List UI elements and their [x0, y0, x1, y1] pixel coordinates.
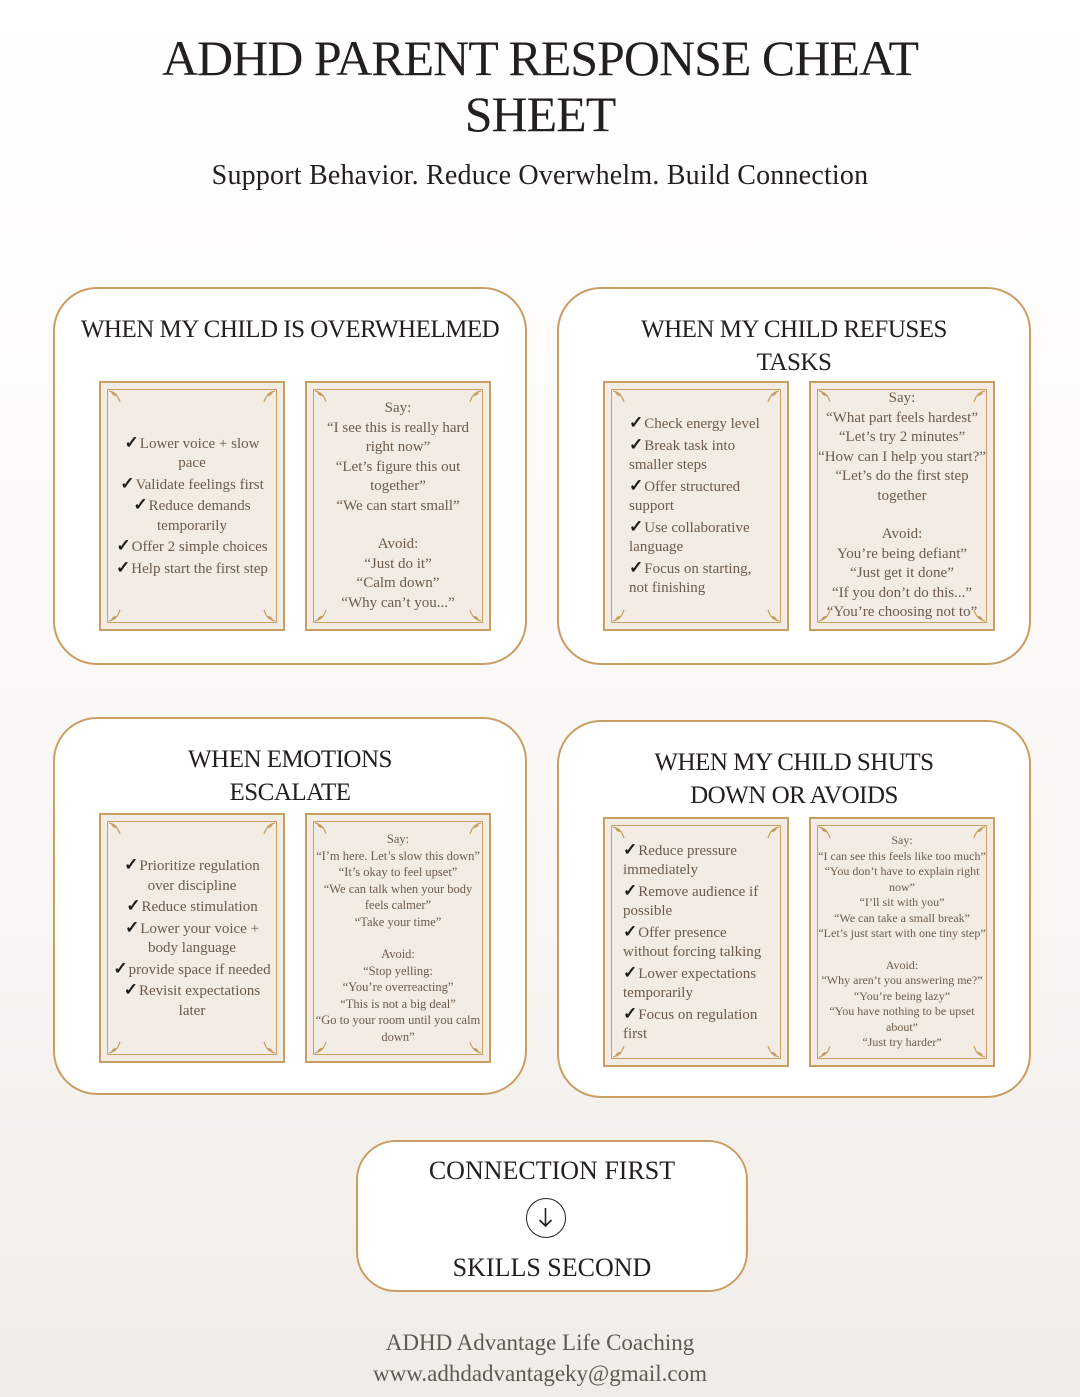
corner-ornament-icon [468, 390, 482, 404]
say-phrase: “I’m here. Let’s slow this down” [316, 848, 480, 863]
corner-ornament-icon [468, 822, 482, 836]
avoid-phrase: “Go to your room until you calm down” [315, 1013, 481, 1044]
actions-card [99, 381, 285, 631]
corner-ornament-icon [262, 608, 276, 622]
say-label: Say: [891, 833, 913, 848]
action-item: ✓Break task into smaller steps [629, 434, 736, 474]
footer-brand: ADHD Advantage Life Coaching [385, 1330, 695, 1355]
avoid-label: Avoid: [377, 536, 419, 552]
corner-ornament-icon [612, 826, 626, 840]
checkmark-icon: ✓ [124, 432, 139, 452]
corner-ornament-icon [468, 608, 482, 622]
section-refuses-tasks [557, 287, 1031, 665]
actions-card [603, 817, 789, 1067]
say-phrase: “Let’s try 2 minutes” [838, 429, 966, 446]
action-item: ✓Lower voice + slow pace [124, 432, 260, 472]
corner-ornament-icon [972, 390, 986, 404]
say-phrase: “I can see this feels like too much” [818, 848, 986, 863]
say-avoid-card [305, 381, 491, 631]
checkmark-icon: ✓ [623, 880, 638, 900]
say-phrase: “Take your time” [354, 914, 442, 929]
avoid-phrase: “Why aren’t you answering me?” [821, 973, 983, 988]
section-title: WHEN MY CHILD SHUTS DOWN OR AVOIDS [654, 749, 934, 809]
checkmark-icon: ✓ [120, 473, 135, 493]
say-phrase: “Let’s just start with one tiny step” [818, 926, 986, 941]
action-item: ✓Focus on regulation first [623, 1003, 758, 1042]
phrase-list [817, 819, 987, 1065]
page-title: ADHD PARENT RESPONSE CHEAT SHEET [161, 30, 919, 142]
corner-ornament-icon [314, 608, 328, 622]
say-phrase: “We can take a small break” [834, 910, 970, 925]
corner-ornament-icon [612, 608, 626, 622]
phrase-list [319, 383, 477, 629]
action-item: ✓Focus on starting, not finishing [629, 557, 752, 597]
avoid-phrase: “If you don’t do this...” [831, 584, 973, 601]
footer-contact: www.adhdadvantageky@gmail.com [373, 1361, 707, 1386]
checkmark-icon: ✓ [629, 557, 644, 577]
avoid-phrase: “You’re choosing not to” [826, 604, 978, 621]
action-item: ✓Prioritize regulation over discipline [124, 855, 260, 894]
say-phrase: “We can talk when your body feels calmer” [323, 881, 473, 912]
checkmark-icon: ✓ [629, 516, 644, 536]
actions-card [99, 813, 285, 1063]
avoid-phrase: “You’re being lazy” [853, 988, 951, 1003]
action-list [113, 815, 271, 1061]
section-title: WHEN MY CHILD IS OVERWHELMED [80, 316, 500, 343]
avoid-phrase: “Why can’t you...” [341, 594, 455, 611]
action-item: ✓Lower your voice + body language [124, 917, 260, 956]
say-phrase: “What part feels hardest” [826, 409, 978, 426]
checkmark-icon: ✓ [623, 839, 638, 859]
checkmark-icon: ✓ [126, 896, 141, 915]
say-phrase: “Let’s do the first step together [835, 468, 969, 504]
action-item: ✓Validate feelings first [120, 473, 264, 493]
skills-second-label: SKILLS SECOND [452, 1253, 652, 1282]
checkmark-icon: ✓ [623, 1003, 638, 1023]
connection-first-label: CONNECTION FIRST [428, 1156, 676, 1185]
corner-ornament-icon [262, 1040, 276, 1054]
corner-ornament-icon [108, 608, 122, 622]
section-emotions-escalate [53, 717, 527, 1095]
checkmark-icon: ✓ [123, 980, 138, 999]
say-phrase: “You don’t have to explain right now” [824, 864, 980, 894]
phrase-list [817, 383, 987, 629]
corner-ornament-icon [818, 608, 832, 622]
avoid-label: Avoid: [885, 957, 919, 972]
checkmark-icon: ✓ [629, 413, 644, 433]
corner-ornament-icon [818, 826, 832, 840]
action-item: ✓Lower expectations temporarily [623, 962, 757, 1001]
checkmark-icon: ✓ [629, 434, 644, 454]
avoid-phrase: “Just do it” [364, 555, 432, 572]
say-label: Say: [888, 390, 916, 407]
actions-card [603, 381, 789, 631]
corner-ornament-icon [108, 390, 122, 404]
checkmark-icon: ✓ [116, 557, 131, 577]
avoid-phrase: “This is not a big deal” [340, 996, 456, 1011]
action-item: ✓Revisit expectations later [123, 980, 261, 1019]
avoid-phrase: “Stop yelling: [363, 963, 433, 978]
section-shuts-down [557, 720, 1031, 1098]
avoid-phrase: “Just try harder” [862, 1035, 942, 1050]
say-phrase: “We can start small” [336, 497, 460, 514]
avoid-label: Avoid: [381, 947, 415, 961]
corner-ornament-icon [818, 390, 832, 404]
action-item: ✓Check energy level [629, 413, 760, 433]
connection-skills-box [356, 1140, 748, 1292]
corner-ornament-icon [262, 390, 276, 404]
say-avoid-card [809, 381, 995, 631]
say-phrase: “How can I help you start?” [818, 448, 986, 465]
action-list [629, 383, 773, 629]
corner-ornament-icon [108, 822, 122, 836]
down-arrow-circle-icon [526, 1198, 566, 1238]
say-label: Say: [386, 832, 410, 846]
corner-ornament-icon [612, 1044, 626, 1058]
page-subtitle: Support Behavior. Reduce Overwhelm. Build Connection [211, 160, 869, 191]
corner-ornament-icon [972, 1044, 986, 1058]
section-overwhelmed [53, 287, 527, 665]
avoid-phrase: “You’re overreacting” [342, 980, 454, 994]
checkmark-icon: ✓ [124, 855, 139, 874]
corner-ornament-icon [468, 1040, 482, 1054]
checkmark-icon: ✓ [629, 475, 644, 495]
corner-ornament-icon [766, 608, 780, 622]
corner-ornament-icon [612, 390, 626, 404]
corner-ornament-icon [766, 390, 780, 404]
phrase-list [315, 815, 481, 1061]
say-phrase: “Let’s figure this out together” [335, 458, 461, 494]
corner-ornament-icon [766, 1044, 780, 1058]
corner-ornament-icon [108, 1040, 122, 1054]
action-item: ✓Offer structured support [629, 475, 741, 515]
action-item: ✓Offer presence without forcing talking [623, 921, 762, 960]
action-list [623, 819, 773, 1065]
action-list [113, 383, 271, 629]
avoid-phrase: “Just get it done” [850, 565, 954, 582]
say-avoid-card [305, 813, 491, 1063]
checkmark-icon: ✓ [623, 962, 638, 982]
corner-ornament-icon [314, 390, 328, 404]
action-item: ✓Reduce pressure immediately [623, 839, 737, 878]
checkmark-icon: ✓ [623, 921, 638, 941]
action-item: ✓Remove audience if possible [623, 880, 759, 919]
corner-ornament-icon [314, 1040, 328, 1054]
action-item: ✓Reduce demands temporarily [133, 495, 251, 534]
avoid-phrase: “You have nothing to be upset about” [829, 1004, 975, 1034]
section-title: WHEN EMOTIONS ESCALATE [188, 746, 392, 806]
say-phrase: “It’s okay to feel upset” [338, 865, 458, 879]
corner-ornament-icon [262, 822, 276, 836]
avoid-label: Avoid: [881, 526, 923, 543]
say-avoid-card [809, 817, 995, 1067]
checkmark-icon: ✓ [124, 917, 140, 937]
corner-ornament-icon [972, 608, 986, 622]
corner-ornament-icon [314, 822, 328, 836]
section-title: WHEN MY CHILD REFUSES TASKS [641, 316, 947, 376]
action-item: ✓Help start the first step [116, 557, 268, 577]
corner-ornament-icon [766, 826, 780, 840]
checkmark-icon: ✓ [133, 495, 148, 515]
checkmark-icon: ✓ [116, 536, 131, 556]
checkmark-icon: ✓ [113, 958, 128, 978]
action-item: ✓provide space if needed [113, 958, 271, 978]
action-item: ✓Use collaborative language [629, 516, 750, 556]
say-phrase: “I see this is really hard right now” [326, 419, 470, 455]
say-phrase: “I’ll sit with you” [859, 895, 945, 910]
avoid-phrase: You’re being defiant” [836, 545, 968, 562]
say-label: Say: [384, 400, 412, 416]
corner-ornament-icon [818, 1044, 832, 1058]
avoid-phrase: “Calm down” [356, 575, 440, 591]
action-item: ✓Reduce stimulation [126, 896, 258, 915]
action-item: ✓Offer 2 simple choices [116, 536, 268, 556]
corner-ornament-icon [972, 826, 986, 840]
